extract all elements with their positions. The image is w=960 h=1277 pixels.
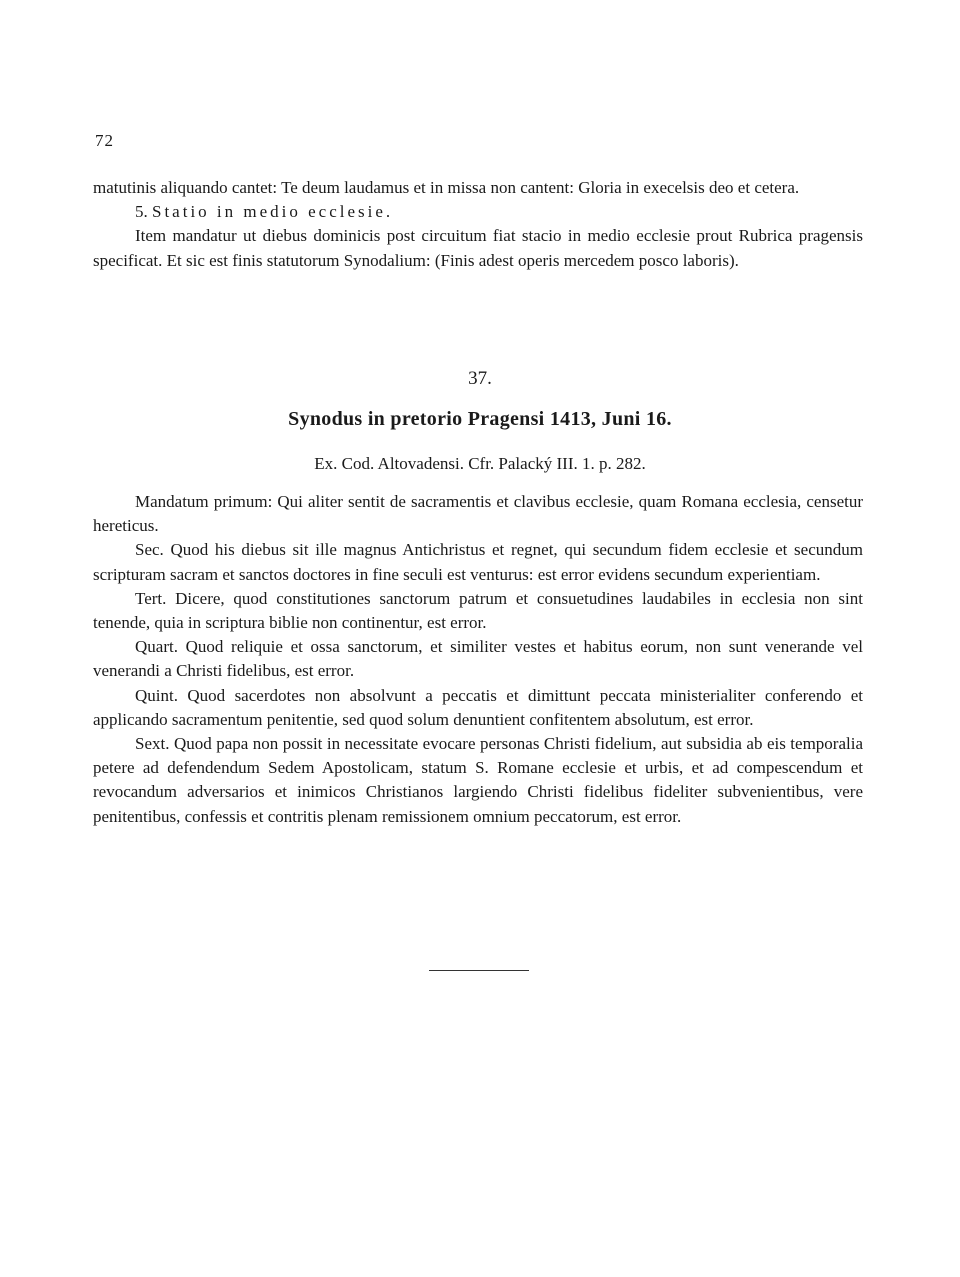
article-paragraph: Sec. Quod his diebus sit ille magnus Antichristus et regnet, qui secundum fidem ecclesie et secundum scripturam sacram et sanctos doctores in fine seculi est venturus: est error evidens secundum experientiam. [93, 540, 863, 584]
section-heading-text: Statio in medio ecclesie. [152, 202, 394, 222]
article-paragraph: Sext. Quod papa non possit in necessitate evocare personas Christi fidelium, aut subsidia ab eis temporalia petere ad defendendum Sedem Apostolicam, statum S. Romane ecclesie et urbis, et ad compescendum et revocandum adversarios et inimicos Christianos largiendo Christi fidelibus fideliter subvenientibus, vere penitentibus, confessis et contritis plenam remissionem omnium peccatorum, est error. [93, 734, 863, 826]
article-paragraph: Quart. Quod reliquie et ossa sanctorum, et similiter vestes et habitus eorum, non sunt venerande vel venerandi a Christi fidelibus, est error. [93, 637, 863, 681]
articles-section [93, 490, 863, 829]
page-number: 72 [95, 131, 114, 150]
article-paragraph: Tert. Dicere, quod constitutiones sanctorum patrum et consuetudines laudabiles in ecclesia non sint tenende, quia in scriptura biblie non continentur, est error. [93, 588, 863, 633]
intro-paragraph: matutinis aliquando cantet: Te deum laudamus et in missa non cantent: Gloria in execelsis deo et cetera. [93, 178, 800, 197]
document-title: Synodus in pretorio Pragensi 1413, Juni 16. [288, 408, 672, 430]
section-heading-number: 5. [135, 202, 152, 222]
intro-paragraph: Item mandatur ut diebus dominicis post circuitum fiat stacio in medio ecclesie prout Rubrica pragensis specificat. Et sic est finis statutorum Synodalium: (Finis adest operis mercedem posco laboris). [93, 226, 863, 270]
section-heading [93, 200, 863, 224]
article-paragraph: Quint. Quod sacerdotes non absolvunt a peccatis et dimittunt peccata ministerialiter conferendo et applicando sacramentum penitentie, sed quod solum denuntient confitentem absolutum, est error. [93, 685, 863, 729]
end-divider [429, 970, 529, 971]
document-number: 37. [468, 368, 492, 389]
article-paragraph: Mandatum primum: Qui aliter sentit de sacramentis et clavibus ecclesie, quam Romana ecclesia, censetur hereticus. [93, 492, 863, 536]
document-source: Ex. Cod. Altovadensi. Cfr. Palacký III. 1. p. 282. [314, 454, 646, 473]
intro-section [93, 176, 863, 273]
